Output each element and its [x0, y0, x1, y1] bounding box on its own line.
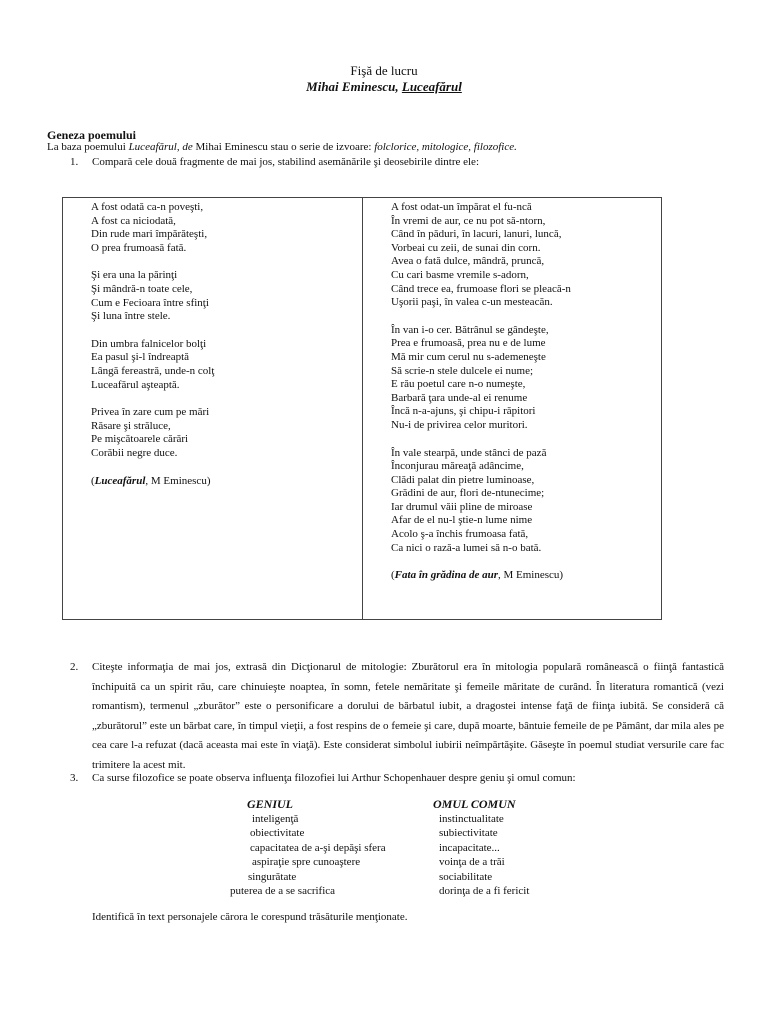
worksheet-subtitle — [0, 79, 768, 95]
poem-left — [91, 201, 214, 488]
poem-comparison-table — [62, 197, 662, 620]
genius-trait: obiectivitate — [250, 827, 305, 839]
subtitle-author: Mihai Eminescu, — [306, 79, 402, 94]
poem-line: În vremi de aur, ce nu pot să-ntorn, — [391, 214, 546, 227]
poem-line: Barbară ţara unde-al ei renume — [391, 391, 528, 404]
poem-line: Afar de el nu-l ştie-n lume nime — [391, 514, 533, 527]
intro-paragraph — [47, 141, 517, 153]
source-paren: ( — [391, 569, 395, 582]
genius-trait: aspiraţie spre cunoaştere — [252, 856, 361, 868]
source-author: , M Eminescu) — [145, 474, 211, 487]
poem-line: Grădini de aur, flori de-ntunecime; — [391, 487, 545, 500]
question-2-text: Citeşte informaţia de mai jos, extrasă din Dicţionarul de mitologie: Zburătorul era în mitologia populară românească o fiinţă fantastică închipuită ca un spirit rău, care chinuieşte noaptea, în somn, fetele nemăritate şi femeile măritate de curând. În literatura romantică (vezi romantism), termenul „zburător” este o personificare a dorului de bărbatul iubit, a dragostei intense faţă de fiinţa iubită. Se consideră că „zburătorul” este un bărbat care, în timpul vieţii, a fost respins de o femeie şi care, după moarte, bântuie femeile de pe Pământ, dar mila ales pe cea care l-a refuzat (dacă aceasta mai este în viaţă). Este considerat simbolul iubirii neîmpărtăşite. Găseşte în poemul studiat versurile care fac trimitere la acest mit. — [92, 661, 724, 771]
source-work: Fata în grădina de aur — [394, 569, 498, 582]
poem-line: Pe mişcătoarele cărări — [91, 433, 189, 446]
section-heading: Geneza poemului — [47, 128, 136, 142]
subtitle-work: Luceafărul — [401, 79, 462, 94]
common-man-trait: dorinţa de a fi fericit — [439, 885, 530, 897]
poem-line: O prea frumoasă fată. — [91, 241, 187, 254]
poem-line: Ea pasul şi-l îndreaptă — [91, 351, 190, 364]
poem-line: A fost odat-un împărat el fu-ncă — [391, 201, 532, 213]
genius-column — [230, 797, 386, 899]
poem-line: Încă n-a-ajuns, şi chipu-i răpitori — [391, 405, 536, 418]
poem-line: Din umbra falnicelor bolţi — [91, 337, 207, 350]
poem-line: Prea e frumoasă, prea nu e de lume — [391, 337, 546, 350]
poem-line: Iar drumul văii pline de miroase — [391, 500, 533, 513]
common-man-column-header: OMUL COMUN — [433, 797, 516, 811]
poem-line: În van i-o cer. Bătrânul se gândeşte, — [391, 323, 549, 336]
poem-line: Când în păduri, în lacuri, lanuri, luncă, — [391, 228, 562, 241]
source-paren: ( — [91, 474, 95, 487]
stanza-gap — [391, 433, 571, 447]
common-man-trait: sociabilitate — [439, 870, 493, 883]
poem-line: Nu-i de privirea celor muritori. — [391, 418, 528, 431]
poem-line: Să scrie-n stele dulcele ei nume; — [391, 364, 534, 377]
stanza-gap — [91, 255, 214, 269]
genius-trait: inteligenţă — [252, 812, 299, 825]
question-2-number: 2. — [70, 661, 79, 673]
stanza-gap — [91, 461, 214, 475]
intro-sources: folclorice, mitologice, filozofice. — [374, 141, 517, 153]
poem-line: În vale stearpă, unde stânci de pază — [391, 446, 547, 459]
poem-line: Mă mir cum cerul nu s-ademeneşte — [391, 350, 546, 363]
poem-line: Corăbii negre duce. — [91, 446, 178, 459]
poem-line: Cu cari basme vremile s-adorn, — [391, 268, 529, 281]
poem-line: Cum e Fecioara între sfinţi — [91, 296, 209, 309]
common-man-column — [433, 797, 529, 899]
poem-line: Uşorii paşi, în valea c-un mesteacăn. — [391, 296, 553, 309]
question-3-number: 3. — [70, 772, 79, 784]
intro-text-a: La baza poemului — [47, 141, 129, 153]
stanza-gap — [391, 310, 571, 324]
poem-line: Şi luna între stele. — [91, 310, 171, 323]
intro-work: Luceafărul, de — [128, 141, 193, 153]
poem-line: Din rude mari împărăteşti, — [91, 228, 208, 241]
source-work: Luceafărul — [94, 474, 146, 487]
poem-line: Acolo ş-a închis frumoasa fată, — [391, 528, 529, 541]
common-man-trait: instinctualitate — [439, 812, 504, 825]
final-instruction: Identifică în text personajele cărora le corespund trăsăturile menţionate. — [92, 911, 408, 923]
poem-line: E rău poetul care n-o numeşte, — [391, 378, 526, 391]
genius-column-header: GENIUL — [247, 797, 294, 811]
poem-line: Şi era una la părinţi — [91, 269, 178, 282]
stanza-gap — [91, 392, 214, 406]
stanza-gap — [91, 324, 214, 338]
poem-line: Lângă fereastră, unde-n colţ — [91, 364, 215, 377]
poem-line: Luceafărul aşteaptă. — [91, 378, 180, 391]
poem-line: A fost ca niciodată, — [91, 214, 176, 227]
poem-line: Vorbeai cu zeii, de sunai din corn. — [391, 241, 541, 254]
question-1-text: Compară cele două fragmente de mai jos, stabilind asemănările şi deosebirile dintre ele: — [92, 156, 479, 168]
question-3-text: Ca surse filozofice se poate observa influenţa filozofiei lui Arthur Schopenhauer despre geniu şi omul comun: — [92, 772, 576, 784]
genius-trait: puterea de a se sacrifica — [230, 885, 336, 897]
question-1-number: 1. — [70, 156, 79, 168]
source-author: , M Eminescu) — [497, 569, 564, 582]
stanza-gap — [391, 555, 571, 569]
poem-source — [91, 475, 214, 489]
poem-line: Şi mândră-n toate cele, — [91, 282, 193, 295]
poem-line: Privea în zare cum pe mări — [91, 406, 210, 419]
genius-trait: capacitatea de a-şi depăşi sfera — [250, 841, 386, 854]
poem-right — [391, 201, 571, 583]
genius-trait: singurătate — [248, 870, 297, 883]
intro-text-b: Mihai Eminescu stau o serie de izvoare: — [192, 141, 375, 153]
poem-line: Înconjurau măreaţă adâncime, — [391, 460, 524, 473]
poem-line: Ca nici o rază-a lumei să n-o bată. — [391, 541, 542, 554]
common-man-trait: subiectivitate — [439, 827, 498, 839]
poem-source — [391, 569, 571, 583]
poem-line: Răsare şi străluce, — [91, 419, 171, 432]
common-man-trait: voinţa de a trăi — [439, 856, 505, 868]
poem-line: Clădi palat din pietre luminoase, — [391, 473, 535, 486]
poem-line: A fost odată ca-n poveşti, — [91, 201, 204, 213]
worksheet-title: Fişă de lucru — [350, 63, 418, 78]
poem-line: Avea o fată dulce, mândră, pruncă, — [391, 255, 545, 268]
poem-line: Când trece ea, frumoase flori se pleacă-n — [391, 282, 571, 295]
table-divider — [362, 198, 363, 619]
common-man-trait: incapacitate... — [439, 841, 500, 854]
